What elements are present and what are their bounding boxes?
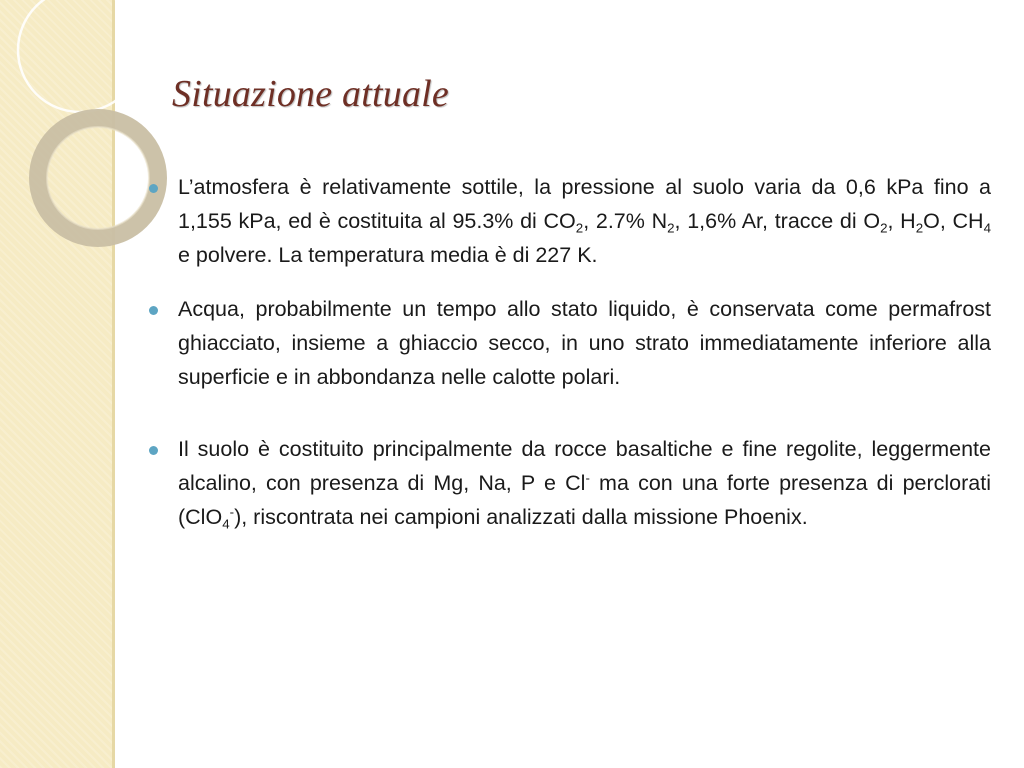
bullet-dot-icon bbox=[149, 184, 158, 193]
bullet-dot-icon bbox=[149, 446, 158, 455]
bullet-soil bbox=[178, 432, 991, 534]
bullet-text-water: Acqua, probabilmente un tempo allo stato liquido, è conservata come permafrost ghiacciato, insieme a ghiaccio secco, in uno strato immediatamente inferiore alla superficie e in abbondanza nelle calotte polari. bbox=[178, 297, 991, 389]
slide-title: Situazione attuale bbox=[172, 73, 449, 115]
bullet-water bbox=[178, 292, 991, 394]
bullet-list bbox=[178, 170, 991, 534]
bullet-dot-icon bbox=[149, 306, 158, 315]
outer-thin-ring bbox=[18, 0, 142, 112]
bullet-text-atmosphere: L’atmosfera è relativamente sottile, la pressione al suolo varia da 0,6 kPa fino a 1,155 kPa, ed è costituita al 95.3% di $CO_2$, 2.7% $N_2$, 1,6% Ar, tracce di $O_2$, $H_2O$, $CH_4$ e polvere. La temperatura media è di 227 K. bbox=[178, 175, 992, 267]
thick-ring bbox=[38, 118, 158, 238]
decorative-rings bbox=[0, 0, 140, 260]
bullet-atmosphere bbox=[178, 170, 991, 272]
bullet-text-soil: Il suolo è costituito principalmente da rocce basaltiche e fine regolite, leggermente alcalino, con presenza di Mg, Na, P e Cl- ma con una forte presenza di perclorati (ClO$_4$-), riscontrata nei campioni analizzati dalla missione Phoenix. bbox=[178, 437, 991, 532]
thick-ring-highlight bbox=[47, 127, 149, 229]
